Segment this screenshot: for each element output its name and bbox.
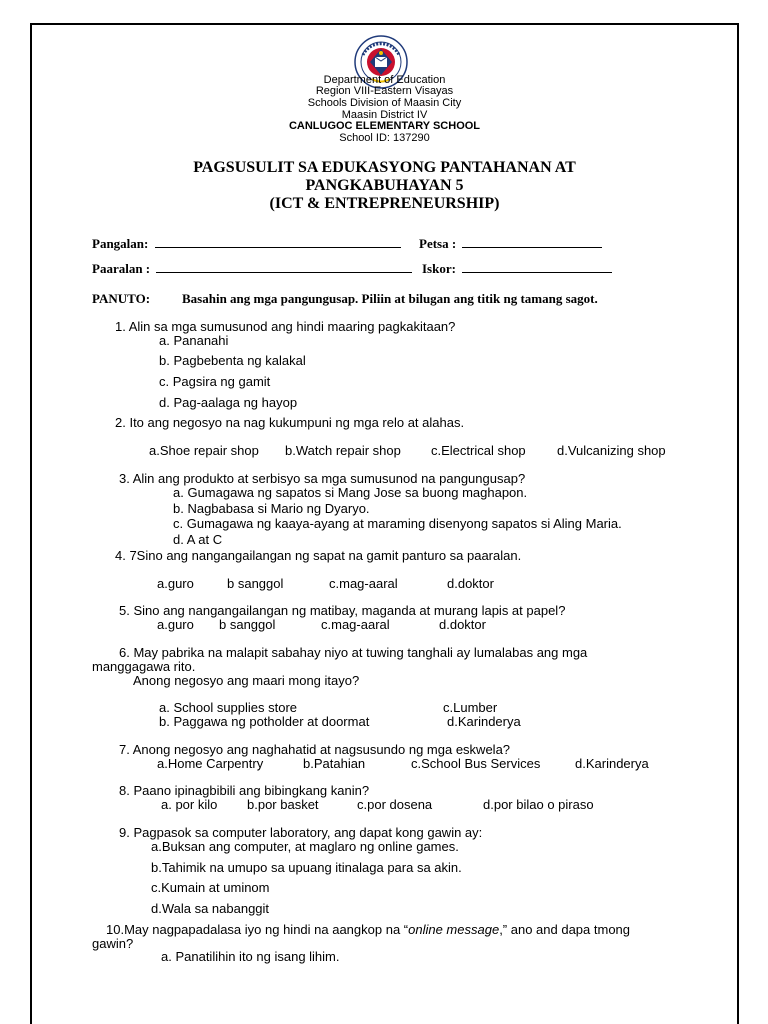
q3-option-c[interactable]: c. Gumagawa ng kaaya-ayang at maraming disenyong sapatos si Aling Maria.	[173, 516, 622, 531]
school-label: Paaralan :	[92, 261, 151, 276]
q7-option-a[interactable]: a.Home Carpentry	[157, 756, 264, 771]
name-blank[interactable]	[155, 236, 401, 248]
question-7: 7. Anong negosyo ang naghahatid at nagsusundo ng mga eskwela?	[119, 742, 511, 757]
question-6-line3: Anong negosyo ang maari mong itayo?	[133, 673, 360, 688]
exam-title-line1: PAGSUSULIT SA EDUKASYONG PANTAHANAN AT	[193, 159, 576, 176]
q10-option-a[interactable]: a. Panatilihin ito ng isang lihim.	[161, 949, 340, 964]
q9-option-a[interactable]: a.Buksan ang computer, at maglaro ng online games.	[151, 839, 459, 854]
score-field[interactable]	[422, 261, 612, 277]
school-blank[interactable]	[156, 261, 412, 273]
q4-option-b[interactable]: b sanggol	[227, 576, 284, 591]
date-field[interactable]	[419, 236, 602, 252]
q1-option-b[interactable]: b. Pagbebenta ng kalakal	[159, 353, 306, 368]
q7-option-c[interactable]: c.School Bus Services	[411, 756, 541, 771]
question-1: 1. Alin sa mga sumusunod ang hindi maaring pagkakitaan?	[115, 319, 456, 334]
q5-option-c[interactable]: c.mag-aaral	[321, 617, 390, 632]
instructions-label: PANUTO:	[92, 291, 151, 306]
q6-option-c[interactable]: c.Lumber	[443, 700, 498, 715]
q8-option-b[interactable]: b.por basket	[247, 797, 319, 812]
date-label: Petsa :	[419, 236, 457, 251]
q6-option-b[interactable]: b. Paggawa ng potholder at doormat	[159, 714, 370, 729]
q8-option-c[interactable]: c.por dosena	[357, 797, 433, 812]
q2-option-d[interactable]: d.Vulcanizing shop	[557, 443, 666, 458]
question-8: 8. Paano ipinagbibili ang bibingkang kanin?	[119, 783, 370, 798]
q2-option-c[interactable]: c.Electrical shop	[431, 443, 526, 458]
school-field[interactable]	[92, 261, 412, 277]
question-3: 3. Alin ang produkto at serbisyo sa mga sumusunod na pangungusap?	[119, 471, 526, 486]
q5-option-a[interactable]: a.guro	[157, 617, 194, 632]
q7-option-b[interactable]: b.Patahian	[303, 756, 366, 771]
q8-option-a[interactable]: a. por kilo	[161, 797, 218, 812]
header-school-name: CANLUGOC ELEMENTARY SCHOOL	[288, 120, 481, 132]
header-region: Region VIII-Eastern Visayas	[315, 85, 454, 97]
q1-option-a[interactable]: a. Pananahi	[159, 333, 229, 348]
question-6-line2: manggagawa rito.	[92, 659, 196, 674]
q8-option-d[interactable]: d.por bilao o piraso	[483, 797, 594, 812]
question-6: 6. May pabrika na malapit sabahay niyo at tuwing tanghali ay lumalabas ang mga	[119, 645, 588, 660]
q5-option-d[interactable]: d.doktor	[439, 617, 486, 632]
q2-option-a[interactable]: a.Shoe repair shop	[149, 443, 259, 458]
q3-option-d[interactable]: d. A at C	[173, 532, 223, 547]
q7-option-d[interactable]: d.Karinderya	[575, 756, 649, 771]
question-10-line2: gawin?	[92, 936, 134, 951]
question-9: 9. Pagpasok sa computer laboratory, ang dapat kong gawin ay:	[119, 825, 483, 840]
q6-option-d[interactable]: d.Karinderya	[447, 714, 521, 729]
question-4: 4. 7Sino ang nangangailangan ng sapat na gamit panturo sa paaralan.	[115, 548, 522, 563]
q6-option-a[interactable]: a. School supplies store	[159, 700, 298, 715]
exam-title-line3: (ICT & ENTREPRENEURSHIP)	[269, 195, 500, 212]
q3-option-b[interactable]: b. Nagbabasa si Mario ng Dyaryo.	[173, 501, 370, 516]
q2-option-b[interactable]: b.Watch repair shop	[285, 443, 401, 458]
header-department: Department of Education	[323, 74, 446, 86]
question-2: 2. Ito ang negosyo na nag kukumpuni ng mga relo at alahas.	[115, 415, 465, 430]
name-field[interactable]	[92, 236, 401, 252]
q9-option-b[interactable]: b.Tahimik na umupo sa upuang itinalaga para sa akin.	[151, 860, 462, 875]
score-blank[interactable]	[462, 261, 612, 273]
q4-option-a[interactable]: a.guro	[157, 576, 194, 591]
q9-option-c[interactable]: c.Kumain at uminom	[151, 880, 270, 895]
score-label: Iskor:	[422, 261, 456, 276]
question-5: 5. Sino ang nangangailangan ng matibay, maganda at murang lapis at papel?	[119, 603, 566, 618]
q1-option-d[interactable]: d. Pag-aalaga ng hayop	[159, 395, 298, 410]
q4-option-d[interactable]: d.doktor	[447, 576, 494, 591]
q3-option-a[interactable]: a. Gumagawa ng sapatos si Mang Jose sa buong maghapon.	[173, 485, 528, 500]
q4-option-c[interactable]: c.mag-aaral	[329, 576, 398, 591]
exam-title-line2: PANGKABUHAYAN 5	[305, 177, 464, 194]
date-blank[interactable]	[462, 236, 602, 248]
q10-text-prefix: 10.May nagpapadalasa iyo ng hindi na aangkop na “	[106, 922, 409, 937]
q1-option-c[interactable]: c. Pagsira ng gamit	[159, 374, 271, 389]
q5-option-b[interactable]: b sanggol	[219, 617, 276, 632]
exam-page	[30, 23, 739, 1024]
q10-text-italic: online message	[408, 922, 500, 937]
question-10	[106, 923, 630, 937]
q10-text-suffix: ,” ano and dapa tmong	[499, 922, 631, 937]
header-district: Maasin District IV	[341, 109, 428, 121]
instructions-text: Basahin ang mga pangungusap. Piliin at bilugan ang titik ng tamang sagot.	[182, 291, 598, 306]
header-school-id: School ID: 137290	[339, 132, 430, 144]
name-label: Pangalan:	[92, 236, 149, 251]
header-division: Schools Division of Maasin City	[307, 97, 462, 109]
q9-option-d[interactable]: d.Wala sa nabanggit	[151, 901, 270, 916]
